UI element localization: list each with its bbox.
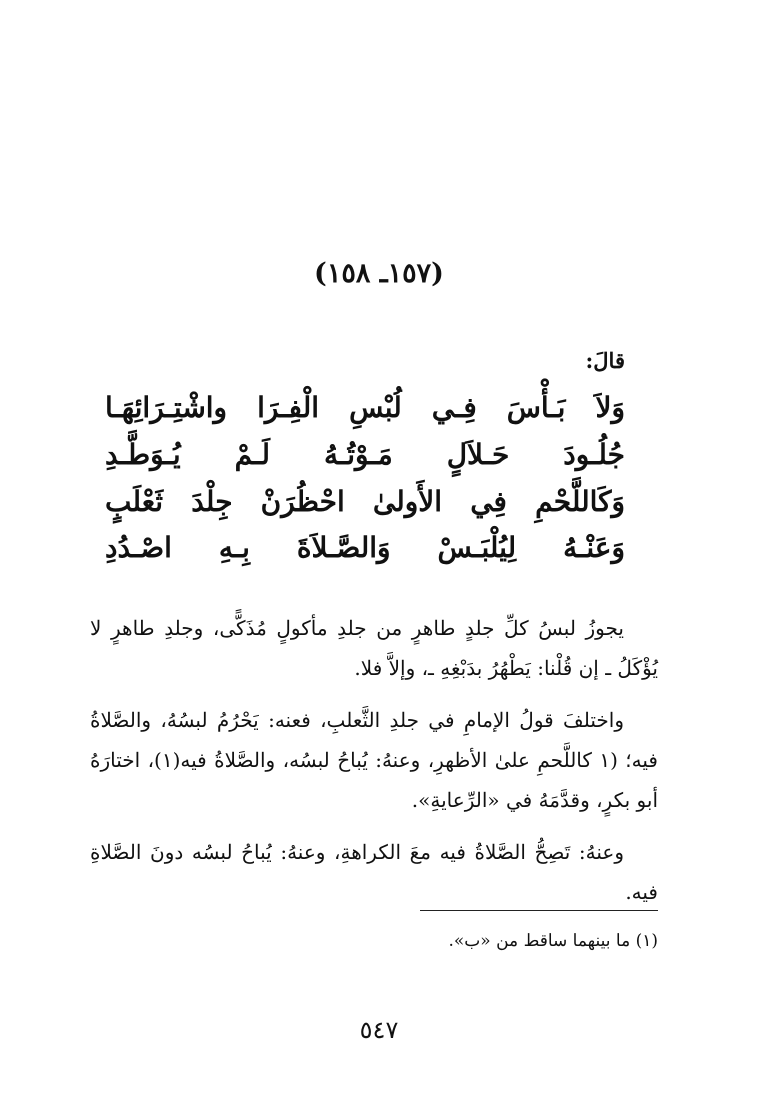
page-number: ٥٤٧ (359, 1016, 399, 1044)
footnote-separator (420, 910, 658, 911)
verse-line: وَلاَ بَـأْسَ فِـي لُبْسِ الْفِـرَا واشْتِـرَائِهَـا (105, 391, 625, 424)
verse-line: وَعَنْـهُ لِيُلْبَـسْ وَالصَّـلاَةَ بِـهِ اصْـدُدِ (105, 531, 625, 564)
paragraph: يجوزُ لبسُ كلِّ جلدٍ طاهرٍ من جلدِ مأكولٍ مُذَكًّى، وجلدِ طاهرٍ لا يُؤْكَلُ ـ إن قُلْنا: يَطْهُرُ بدَبْغِهِ ـ، وإلاَّ فلا. (90, 616, 658, 680)
footnote: (١) ما بينهما ساقط من «ب». (448, 931, 658, 951)
paragraph: واختلفَ قولُ الإمامِ في جلدِ الثَّعلبِ، فعنه: يَحْرُمُ لبسُهُ، والصَّلاةُ فيه؛ (١ كاللَّحمِ علىٰ الأظهرِ، وعنهُ: يُباحُ لبسُه، والصَّلاةُ فيه(١)، اختارَهُ أبو بكرٍ، وقدَّمَهُ في «الرِّعايةِ». (90, 708, 658, 812)
verse-line: وَكَاللَّحْمِ فِي الأَولىٰ احْظُرَنْ جِلْدَ ثَعْلَبٍ (105, 485, 625, 518)
qal-label: قالَ: (585, 348, 625, 373)
verse-line: جُلُـودَ حَـلاَلٍ مَـوْتُـهُ لَـمْ يُـوَطَّـدِ (105, 438, 625, 471)
paragraph: وعنهُ: تَصِحُّ الصَّلاةُ فيه معَ الكراهةِ، وعنهُ: يُباحُ لبسُه دونَ الصَّلاةِ فيه. (90, 840, 658, 904)
section-heading: (١٥٧ـ ١٥٨) (314, 258, 444, 289)
